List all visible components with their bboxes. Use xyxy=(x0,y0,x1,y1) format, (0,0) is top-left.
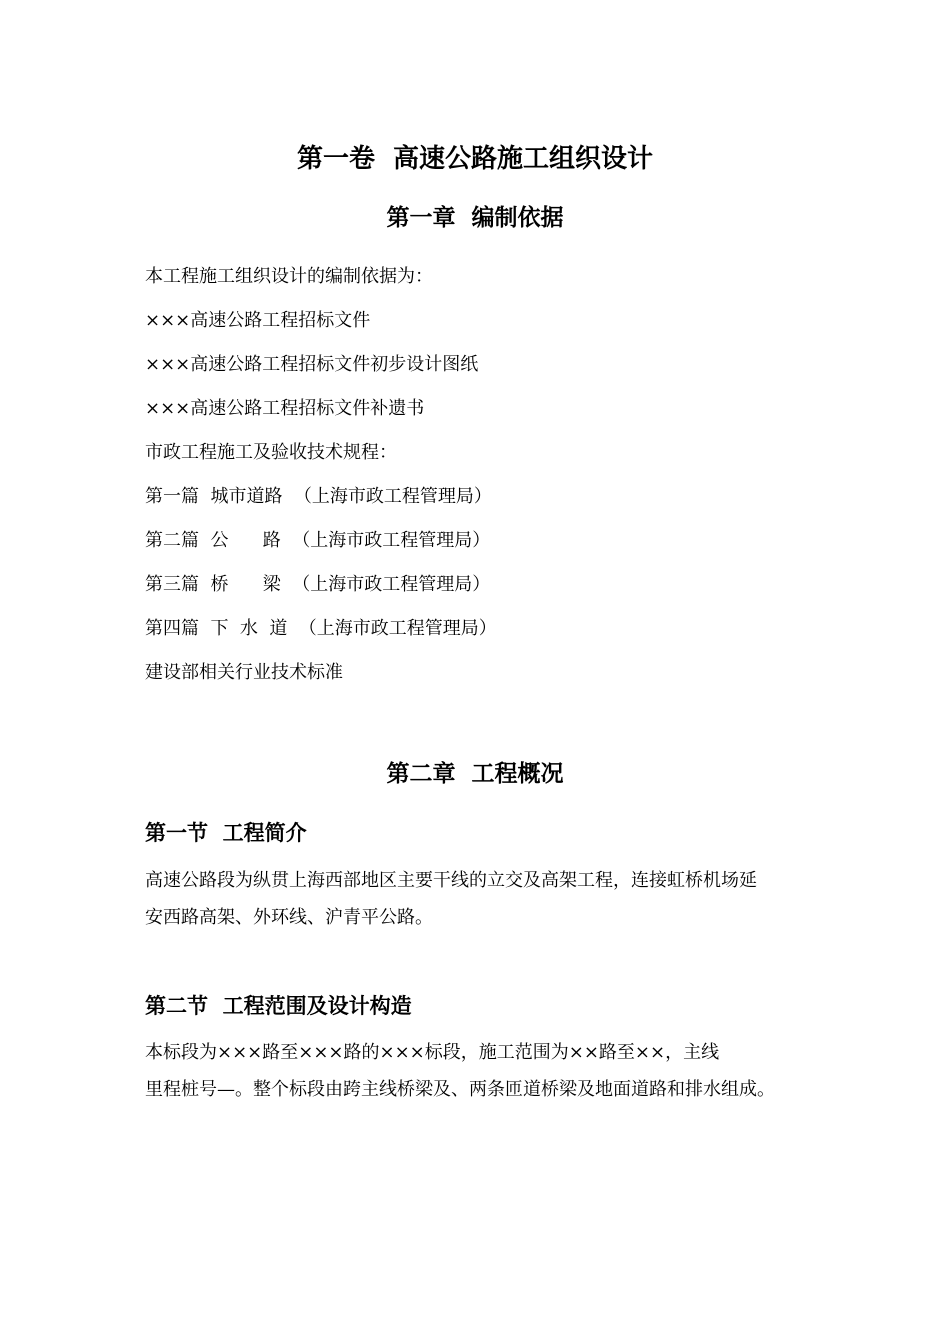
section-title-1: 第一节 工程简介 xyxy=(145,821,307,845)
chapter-title-2: 第二章 工程概况 xyxy=(386,761,564,787)
section-1-line-2: 安西路高架、外环线、沪青平公路。 xyxy=(145,907,433,928)
volume-title: 第一卷 高速公路施工组织设计 xyxy=(296,144,654,174)
section-1-line-1: 高速公路段为纵贯上海西部地区主要干线的立交及高架工程，连接虹桥机场延 xyxy=(145,870,757,891)
section-2-paragraph xyxy=(145,1034,825,1108)
basis-line-8: 第三篇 桥 梁 （上海市政工程管理局） xyxy=(145,574,491,595)
basis-line-7: 第二篇 公 路 （上海市政工程管理局） xyxy=(145,530,491,551)
section-2-line-1: 本标段为×××路至×××路的×××标段，施工范围为××路至××，主线 xyxy=(145,1042,720,1063)
basis-line-9: 第四篇 下 水 道 （上海市政工程管理局） xyxy=(145,618,497,639)
basis-line-6: 第一篇 城市道路 （上海市政工程管理局） xyxy=(145,486,492,507)
basis-line-2: ×××高速公路工程招标文件 xyxy=(145,310,371,331)
basis-line-3: ×××高速公路工程招标文件初步设计图纸 xyxy=(145,354,479,375)
basis-line-4: ×××高速公路工程招标文件补遗书 xyxy=(145,398,425,419)
chapter-title-1: 第一章 编制依据 xyxy=(386,205,564,231)
basis-line-1: 本工程施工组织设计的编制依据为： xyxy=(145,266,433,287)
basis-line-5: 市政工程施工及验收技术规程： xyxy=(145,442,397,463)
basis-line-10: 建设部相关行业技术标准 xyxy=(145,662,343,683)
section-title-2: 第二节 工程范围及设计构造 xyxy=(145,994,412,1018)
section-2-line-2: 里程桩号—。整个标段由跨主线桥梁及、两条匝道桥梁及地面道路和排水组成。 xyxy=(145,1079,775,1100)
section-1-paragraph xyxy=(145,862,825,936)
